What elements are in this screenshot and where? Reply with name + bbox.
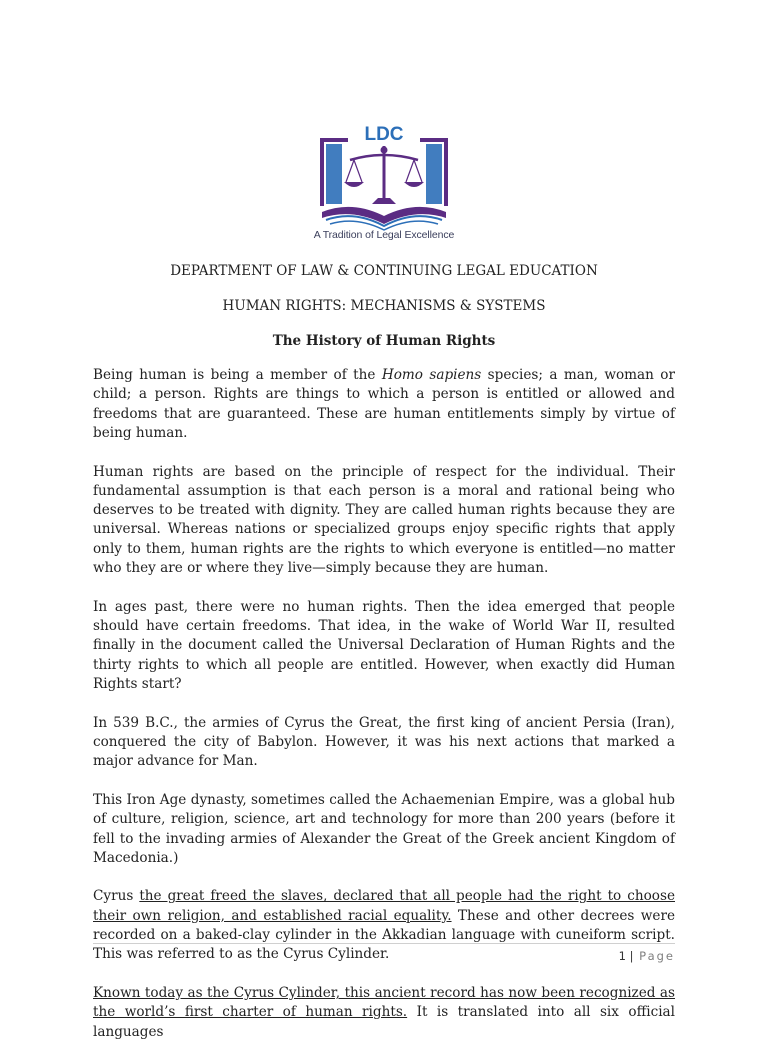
document-title: The History of Human Rights bbox=[272, 333, 496, 349]
paragraph-2: Human rights are based on the principle of respect for the individual. Their fundamental assumption is that each person is a moral and rational being who deserves to be treated with dignity. They are called human rights because they are universal. Whereas nations or specialized groups enjoy specific rights that apply only to them, human rights are the rights to which everyone is entitled—no matter who they are or where they live—simply because they are human. bbox=[93, 463, 675, 577]
paragraph-1-text-a: Being human is being a member of the bbox=[93, 367, 382, 383]
paragraph-7-text-b: It is translated into all six official languages bbox=[93, 1004, 675, 1040]
course-heading: HUMAN RIGHTS: MECHANISMS & SYSTEMS bbox=[222, 298, 546, 314]
paragraph-7-underlined: Known today as the Cyrus Cylinder, this ancient record has now been recognized as the world’s first charter of human rights. bbox=[93, 985, 675, 1021]
paragraph-3: In ages past, there were no human rights. Then the idea emerged that people should have certain freedoms. That idea, in the wake of World War II, resulted finally in the document called the Universal Declaration of Human Rights and the thirty rights to which all people are entitled. However, when exactly did Human Rights start? bbox=[93, 598, 675, 692]
footer-divider bbox=[93, 943, 675, 944]
paragraph-6-underlined: the great freed the slaves, declared that all people had the right to choose their own religion, and established racial equality. bbox=[93, 888, 675, 924]
page-separator: | bbox=[629, 949, 634, 963]
page-footer bbox=[560, 949, 675, 963]
logo-text: LDC bbox=[364, 124, 404, 145]
paragraph-4: In 539 B.C., the armies of Cyrus the Great, the first king of ancient Persia (Iran), conquered the city of Babylon. However, it was his next actions that marked a major advance for Man. bbox=[93, 714, 675, 770]
paragraph-6-text-c: These and other decrees were recorded on a baked-clay cylinder in the Akkadian language with cuneiform script. This was referred to as the Cyrus Cylinder. bbox=[93, 907, 675, 963]
paragraph-5: This Iron Age dynasty, sometimes called the Achaemenian Empire, was a global hub of culture, religion, science, art and technology for more than 200 years (before it fell to the invading armies of Alexander the Great of the Greek ancient Kingdom of Macedonia.) bbox=[93, 791, 675, 866]
page-label: Page bbox=[639, 949, 675, 963]
department-heading: DEPARTMENT OF LAW & CONTINUING LEGAL EDUCATION bbox=[170, 263, 598, 279]
paragraph-1-italic: Homo sapiens bbox=[381, 367, 482, 383]
paragraph-1-text-c: species; a man, woman or child; a person. Rights are things to which a person is entitled or allowed and freedoms that are guaranteed. These are human entitlements simply by virtue of being human. bbox=[93, 367, 675, 441]
logo-tagline: A Tradition of Legal Excellence bbox=[313, 229, 455, 241]
paragraph-1 bbox=[93, 366, 675, 443]
paragraph-6-text-a: Cyrus bbox=[93, 888, 140, 905]
paragraph-7 bbox=[93, 984, 675, 1042]
page-number: 1 bbox=[618, 949, 626, 963]
